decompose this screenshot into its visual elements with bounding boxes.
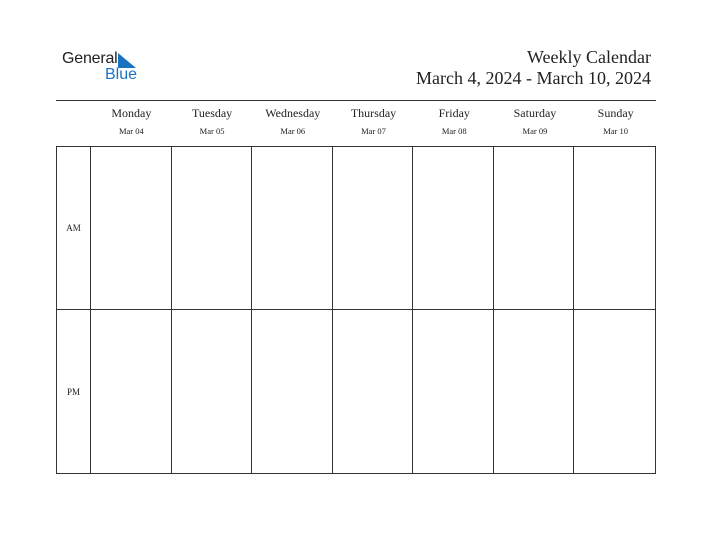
day-header-saturday (495, 104, 576, 144)
day-header-monday (91, 104, 172, 144)
cell-wednesday-pm[interactable] (252, 310, 333, 473)
day-header-thursday (333, 104, 414, 144)
logo-word-general: General (62, 50, 118, 67)
cell-tuesday-am[interactable] (172, 147, 253, 310)
cell-friday-pm[interactable] (413, 310, 494, 473)
day-header-row (91, 104, 656, 144)
period-label-am: AM (57, 147, 91, 310)
cell-saturday-pm[interactable] (494, 310, 575, 473)
calendar-grid (56, 146, 656, 474)
day-header-friday (414, 104, 495, 144)
cell-thursday-pm[interactable] (333, 310, 414, 473)
day-name: Sunday (597, 106, 634, 120)
day-name: Friday (438, 106, 470, 120)
day-header-tuesday (172, 104, 253, 144)
cell-monday-pm[interactable] (91, 310, 172, 473)
cell-friday-am[interactable] (413, 147, 494, 310)
cell-saturday-am[interactable] (494, 147, 575, 310)
day-date: Mar 06 (280, 126, 306, 136)
period-label-pm: PM (57, 310, 91, 473)
day-date: Mar 09 (522, 126, 548, 136)
date-range: March 4, 2024 - March 10, 2024 (416, 68, 651, 88)
day-header-wednesday (252, 104, 333, 144)
page-title: Weekly Calendar (527, 47, 651, 67)
day-date: Mar 05 (199, 126, 225, 136)
logo (62, 50, 152, 86)
day-name: Saturday (513, 106, 557, 120)
day-name: Wednesday (265, 106, 321, 120)
day-date: Mar 08 (441, 126, 467, 136)
day-name: Thursday (350, 106, 397, 120)
day-date: Mar 10 (603, 126, 629, 136)
cell-wednesday-am[interactable] (252, 147, 333, 310)
logo-word-blue: Blue (105, 66, 138, 83)
cell-sunday-pm[interactable] (574, 310, 655, 473)
header-divider (56, 100, 656, 101)
cell-thursday-am[interactable] (333, 147, 414, 310)
cell-monday-am[interactable] (91, 147, 172, 310)
day-name: Tuesday (191, 106, 233, 120)
day-header-sunday (575, 104, 656, 144)
day-name: Monday (111, 106, 152, 120)
cell-sunday-am[interactable] (574, 147, 655, 310)
day-date: Mar 07 (361, 126, 386, 136)
cell-tuesday-pm[interactable] (172, 310, 253, 473)
day-date: Mar 04 (118, 126, 144, 136)
